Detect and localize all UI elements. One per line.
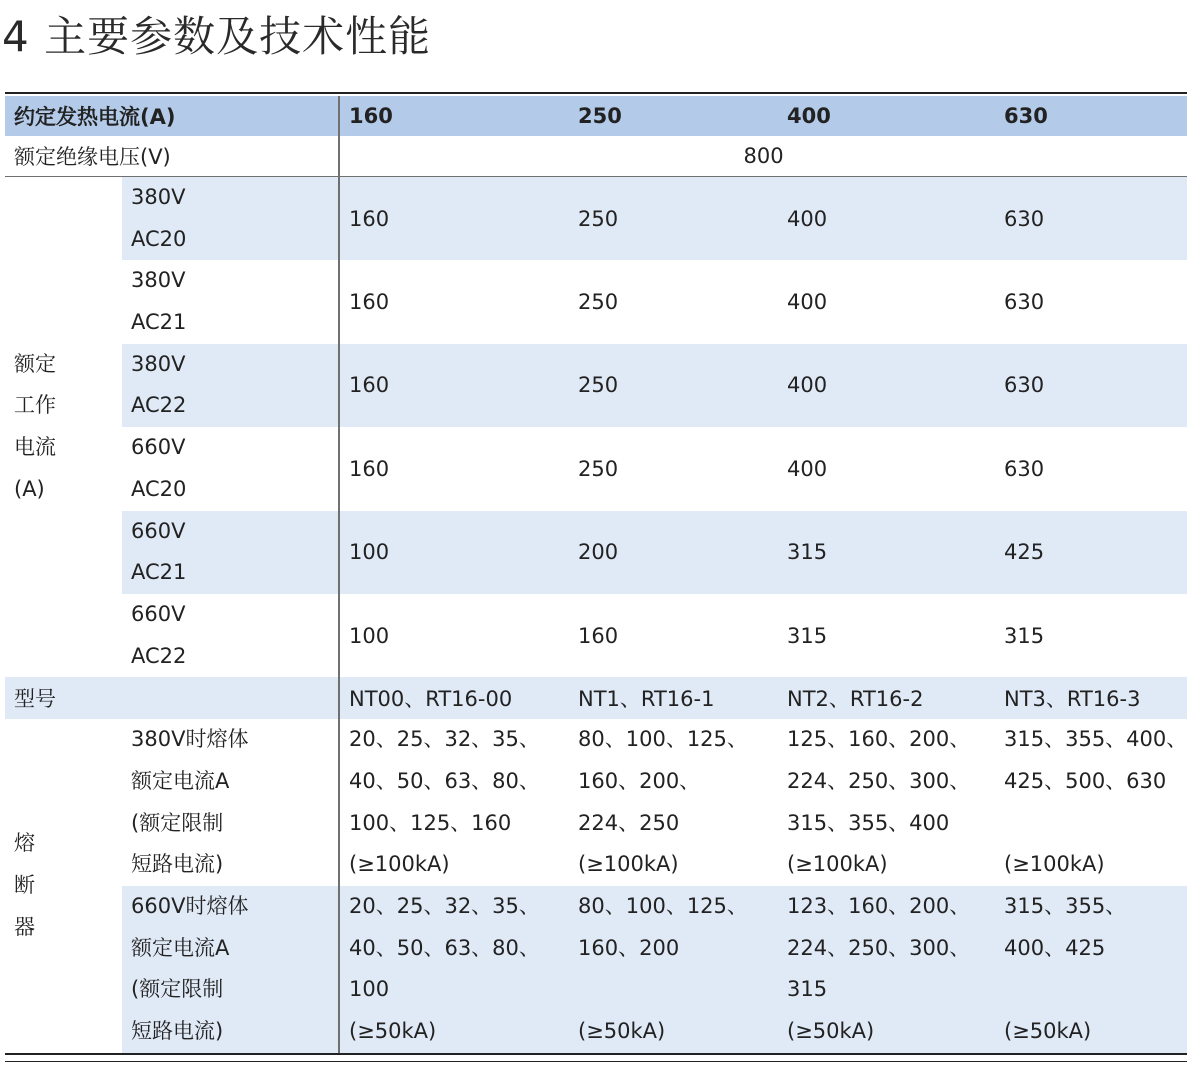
current-value: 200 (578, 540, 619, 565)
rating-label (122, 594, 339, 677)
fuse-label-line: 短路电流) (131, 852, 224, 877)
fuse-value-line: 123、160、200、 (787, 894, 971, 918)
current-value: 630 (1004, 206, 1045, 231)
rating-category: AC21 (131, 560, 187, 585)
rating-category: AC20 (131, 476, 187, 501)
working-current-row (5, 511, 1187, 594)
spec-table (5, 96, 1187, 1053)
fuse-value-line: 20、25、32、35、 (349, 894, 540, 918)
current-value: 250 (578, 206, 619, 231)
fuse-value-line: (≥100kA) (787, 852, 888, 877)
fuse-value-line: (≥50kA) (787, 1019, 875, 1044)
rating-voltage: 380V (131, 268, 186, 293)
rating-category: AC22 (131, 643, 187, 668)
group-label-line: 熔 (14, 831, 35, 856)
fuse-value-line: (≥100kA) (1004, 852, 1105, 877)
current-value: 315 (787, 540, 828, 565)
fuse-value-line: 80、100、125、 (578, 894, 748, 918)
header-row (5, 96, 1187, 136)
group-label-line: 电流 (14, 435, 56, 460)
current-value: 315 (1004, 623, 1045, 648)
fuse-label-line: 额定电流A (131, 768, 230, 793)
top-rule (5, 92, 1187, 94)
group-label-line: 器 (14, 914, 35, 939)
rating-voltage: 660V (131, 518, 186, 543)
fuse-value-line: 315 (787, 977, 828, 1002)
fuse-values (995, 886, 1187, 1053)
fuse-label-line: 660V时熔体 (131, 894, 249, 918)
working-current-row (5, 260, 1187, 343)
fuse-value-line: 315、355、 (1004, 894, 1127, 918)
rating-label (122, 260, 339, 343)
bottom-rule (5, 1053, 1187, 1055)
current-value: 160 (339, 427, 569, 510)
current-value: 630 (1004, 456, 1045, 481)
model-value: NT00、RT16-00 (339, 677, 569, 719)
group-label-line: 额定 (14, 351, 56, 376)
fuse-label (122, 719, 339, 886)
insulation-label: 额定绝缘电压(V) (5, 136, 339, 177)
current-value: 160 (578, 623, 619, 648)
current-value: 100 (339, 511, 569, 594)
fuse-value-line: (≥50kA) (349, 1019, 437, 1044)
rating-label (122, 177, 339, 261)
model-label: 型号 (14, 687, 56, 712)
current-value: 250 (578, 456, 619, 481)
fuse-value-line: 224、250、300、 (787, 768, 971, 793)
rating-voltage: 380V (131, 185, 186, 209)
current-value: 400 (787, 456, 828, 481)
working-current-row (5, 427, 1187, 510)
current-value: 630 (1004, 290, 1045, 315)
working-current-row (5, 344, 1187, 427)
current-value: 425 (1004, 540, 1045, 565)
current-value: 630 (1004, 373, 1045, 398)
current-value: 400 (787, 206, 828, 231)
fuse-values (995, 719, 1187, 886)
header-value: 160 (339, 96, 569, 136)
fuse-value-line: 40、50、63、80、 (349, 935, 540, 960)
current-value: 315 (787, 623, 828, 648)
fuse-values (569, 719, 778, 886)
model-value: NT3、RT16-3 (1004, 687, 1141, 712)
header-label: 约定发热电流(A) (5, 96, 339, 136)
working-current-group-label (5, 177, 122, 678)
working-current-row (5, 594, 1187, 677)
rating-label (122, 344, 339, 427)
current-value: 250 (578, 373, 619, 398)
fuse-value-line: (≥100kA) (349, 852, 450, 877)
fuse-values (778, 719, 995, 886)
group-label-line: (A) (14, 476, 45, 501)
rating-voltage: 380V (131, 351, 186, 376)
current-value: 160 (339, 344, 569, 427)
fuse-values (569, 886, 778, 1053)
rating-label (122, 511, 339, 594)
current-value: 160 (339, 260, 569, 343)
fuse-value-line: 160、200、 (578, 768, 701, 793)
header-value: 630 (995, 96, 1187, 136)
rating-category: AC22 (131, 393, 187, 418)
fuse-values (339, 886, 569, 1053)
fuse-values (778, 886, 995, 1053)
model-value: NT2、RT16-2 (787, 687, 924, 712)
fuse-value-line: 315、355、400、 (1004, 727, 1188, 752)
fuse-value-line: 224、250 (578, 810, 680, 835)
working-current-row (5, 177, 1187, 261)
current-value: 100 (339, 594, 569, 677)
current-value: 160 (339, 177, 569, 261)
page-title: 4 主要参数及技术性能 (2, 12, 432, 61)
fuse-label-line: (额定限制 (131, 977, 224, 1002)
rating-label (122, 427, 339, 510)
fuse-value-line (1004, 803, 1187, 845)
group-label-line: 断 (14, 873, 35, 898)
fuse-value-line: 100 (349, 977, 390, 1002)
model-row (5, 677, 1187, 719)
fuse-group-label (5, 719, 122, 1053)
fuse-label (122, 886, 339, 1053)
fuse-values (339, 719, 569, 886)
fuse-value-line: 100、125、160 (349, 810, 512, 835)
rating-category: AC21 (131, 310, 187, 335)
fuse-value-line: 224、250、300、 (787, 935, 971, 960)
header-value: 400 (778, 96, 995, 136)
fuse-value-line: 80、100、125、 (578, 727, 748, 752)
fuse-value-line: 315、355、400 (787, 810, 950, 835)
fuse-label-line: 短路电流) (131, 1019, 224, 1044)
fuse-label-line: (额定限制 (131, 810, 224, 835)
rating-category: AC20 (131, 226, 187, 251)
fuse-value-line (1004, 969, 1187, 1011)
group-label-line: 工作 (14, 393, 56, 418)
header-value: 250 (569, 96, 778, 136)
fuse-value-line: (≥50kA) (578, 1019, 666, 1044)
fuse-value-line: 425、500、630 (1004, 768, 1167, 793)
rating-voltage: 660V (131, 601, 186, 626)
model-value: NT1、RT16-1 (578, 687, 715, 712)
fuse-row (5, 719, 1187, 886)
bottom-rule-thin (5, 1061, 1187, 1062)
fuse-value-line: (≥50kA) (1004, 1019, 1092, 1044)
fuse-row (5, 886, 1187, 1053)
fuse-label-line: 380V时熔体 (131, 727, 249, 752)
rating-voltage: 660V (131, 435, 186, 460)
fuse-value-line: 125、160、200、 (787, 727, 971, 752)
current-value: 400 (787, 373, 828, 398)
insulation-value: 800 (339, 136, 1187, 177)
fuse-value-line: 20、25、32、35、 (349, 727, 540, 752)
insulation-row (5, 136, 1187, 177)
fuse-value-line: 400、425 (1004, 935, 1106, 960)
fuse-value-line: 40、50、63、80、 (349, 768, 540, 793)
current-value: 250 (578, 290, 619, 315)
current-value: 400 (787, 290, 828, 315)
fuse-value-line: (≥100kA) (578, 852, 679, 877)
fuse-value-line: 160、200 (578, 935, 680, 960)
fuse-label-line: 额定电流A (131, 935, 230, 960)
fuse-value-line (578, 969, 778, 1011)
